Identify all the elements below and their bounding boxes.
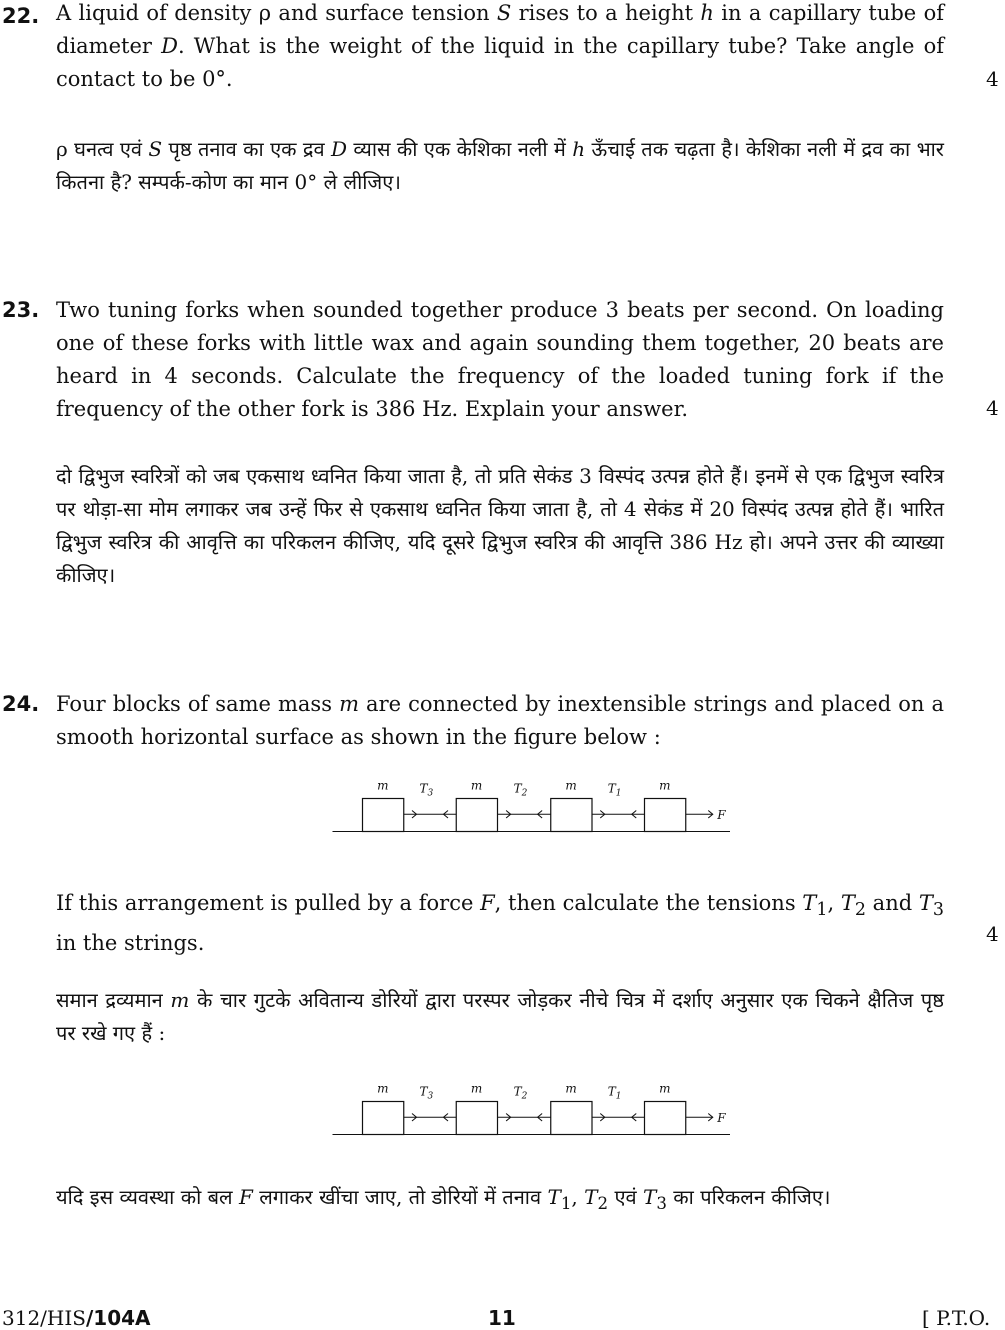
tension-subscript: 1	[615, 1091, 622, 1102]
tension-label: $T_1$	[607, 1084, 622, 1102]
block-1	[363, 799, 404, 832]
marks: 4	[986, 67, 999, 91]
marks: 4	[986, 922, 999, 946]
block-3	[551, 1102, 592, 1135]
block-2	[456, 799, 497, 832]
question-24-english-question: If this arrangement is pulled by a force F, then calculate the tensions $T_1$, $T_2$ and $T_3$ in the strings.	[56, 891, 945, 956]
question-23-english: Two tuning forks when sounded together produce 3 beats per second. On loading one of these forks with little wax and again sounding them together, 20 beats are heard in 4 seconds. Calculate the frequency of the loaded tuning fork if the frequency of the other fork is 386 Hz. Explain your answer.	[56, 298, 944, 421]
tension-label: $T_3$	[419, 781, 434, 799]
tension-label: $T_3$	[419, 1084, 434, 1102]
block-4	[645, 799, 686, 832]
tension-label: $T_2$	[513, 1084, 528, 1102]
force-label: F	[717, 1110, 726, 1125]
pto-label: [ P.T.O.	[922, 1306, 991, 1330]
question-22-english: A liquid of density ρ and surface tension S rises to a height h in a capillary tube of diameter D. What is the weight of the liquid in the capillary tube? Take angle of contact to be 0°.	[56, 1, 945, 91]
question-22-hindi: ρ घनत्व एवं S पृष्ठ तनाव का एक द्रव D व्यास की एक केशिका नली में h ऊँचाई तक चढ़ता है। केशिका नली में द्रव का भार कितना है? सम्पर्क-कोण का मान 0° ले लीजिए।	[56, 137, 944, 194]
mass-label: m	[470, 1081, 483, 1096]
question-24-hindi-intro: समान द्रव्यमान m के चार गुटके अवितान्य डोरियों द्वारा परस्पर जोड़कर नीचे चित्र में दर्शाए अनुसार एक चिकने क्षैतिज पृष्ठ पर रखे गए हैं :	[56, 988, 944, 1045]
tension-subscript: 1	[615, 788, 622, 799]
mass-label: m	[470, 778, 483, 793]
mass-label: m	[659, 778, 671, 793]
block-3	[551, 799, 592, 832]
mass-label: m	[565, 1081, 577, 1096]
tension-subscript: 3	[427, 1091, 434, 1102]
mass-label: m	[377, 778, 389, 793]
mass-label: m	[565, 778, 577, 793]
mass-label: m	[377, 1081, 389, 1096]
force-label: F	[717, 807, 726, 822]
question-number: 22.	[2, 4, 40, 28]
block-1	[363, 1102, 404, 1135]
question-23-hindi: दो द्विभुज स्वरित्रों को जब एकसाथ ध्वनित किया जाता है, तो प्रति सेकंड 3 विस्पंद उत्पन्न होते हैं। इनमें से एक द्विभुज स्वरित्र पर थोड़ा-सा मोम लगाकर जब उन्हें फिर से एकसाथ ध्वनित किया जाता है, तो 4 सेकंड में 20 विस्पंद उत्पन्न होते हैं। भारित द्विभुज स्वरित्र की आवृत्ति का परिकलन कीजिए, यदि दूसरे द्विभुज स्वरित्र की आवृत्ति 386 Hz हो। अपने उत्तर की व्याख्या कीजिए।	[56, 464, 944, 587]
paper-code: 312/HIS/104A	[2, 1306, 151, 1330]
tension-label: $T_1$	[607, 781, 622, 799]
question-24-english-intro: Four blocks of same mass m are connected by inextensible strings and placed on a smooth horizontal surface as shown in the figure below :	[56, 692, 944, 749]
mass-label: m	[659, 1081, 671, 1096]
blocks-figure	[266, 776, 798, 836]
block-2	[456, 1102, 497, 1135]
block-4	[645, 1102, 686, 1135]
question-number: 23.	[2, 298, 40, 322]
question-24-hindi-question: यदि इस व्यवस्था को बल F लगाकर खींचा जाए, तो डोरियों में तनाव $T_1$, $T_2$ एवं $T_3$ का परिकलन कीजिए।	[56, 1185, 831, 1213]
marks: 4	[986, 396, 999, 420]
tension-subscript: 3	[427, 788, 434, 799]
tension-subscript: 2	[521, 788, 528, 799]
blocks-figure-hindi	[266, 1079, 798, 1139]
question-number: 24.	[2, 692, 40, 716]
tension-subscript: 2	[521, 1091, 528, 1102]
tension-label: $T_2$	[513, 781, 528, 799]
page-number: 11	[488, 1306, 516, 1330]
